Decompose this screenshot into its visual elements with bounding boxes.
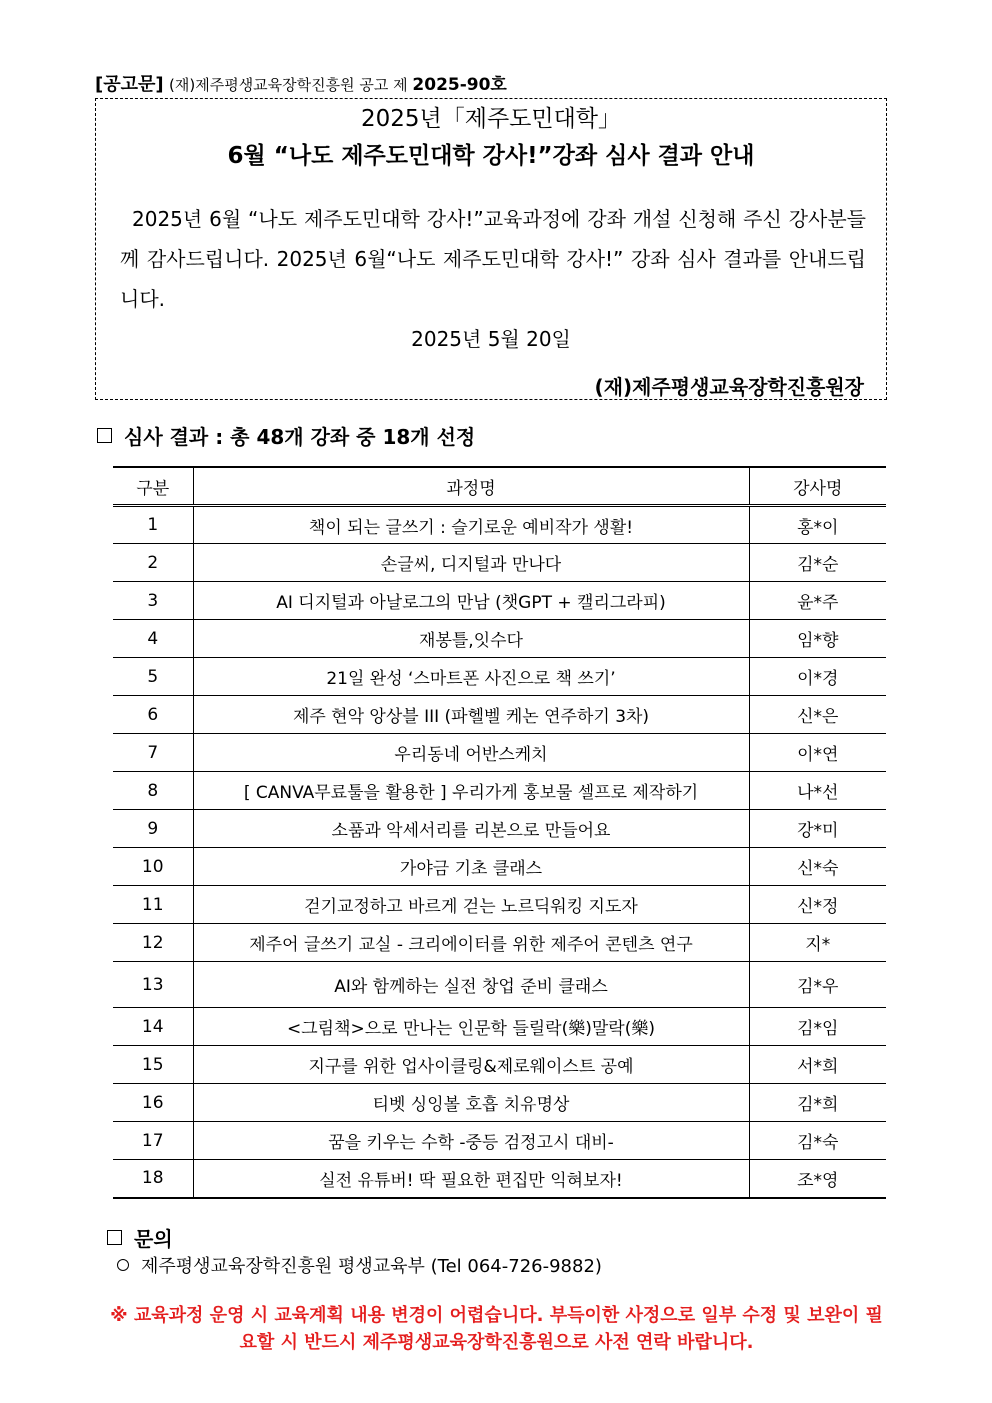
row-number: 15 <box>113 1046 193 1084</box>
notice-number: 2025-90호 <box>412 75 507 95</box>
table-row <box>113 1122 886 1160</box>
table-row <box>113 506 886 544</box>
instructor-name: 김*순 <box>749 544 886 582</box>
table-row <box>113 696 886 734</box>
announcement-signer: (재)제주평생교육장학진흥원장 <box>594 375 864 399</box>
announcement-box <box>95 98 887 400</box>
inquiry-heading <box>107 1223 173 1252</box>
result-table <box>113 466 886 1199</box>
notice-org: (재)제주평생교육장학진흥원 공고 제 <box>169 76 413 94</box>
course-name: AI와 함께하는 실전 창업 준비 클래스 <box>193 962 749 1008</box>
instructor-name: 신*숙 <box>749 848 886 886</box>
course-name: AI 디지털과 아날로그의 만남 (챗GPT + 캘리그라피) <box>193 582 749 620</box>
course-name: 손글씨, 디지털과 만나다 <box>193 544 749 582</box>
instructor-name: 신*은 <box>749 696 886 734</box>
table-row <box>113 886 886 924</box>
table-row <box>113 544 886 582</box>
inquiry-contact: 제주평생교육장학진흥원 평생교육부 (Tel 064-726-9882) <box>141 1256 602 1277</box>
table-row <box>113 734 886 772</box>
instructor-name: 나*선 <box>749 772 886 810</box>
row-number: 6 <box>113 696 193 734</box>
course-name: 가야금 기초 클래스 <box>193 848 749 886</box>
table-row <box>113 658 886 696</box>
table-row <box>113 962 886 1008</box>
table-row <box>113 848 886 886</box>
row-number: 3 <box>113 582 193 620</box>
course-name: 지구를 위한 업사이클링&제로웨이스트 공예 <box>193 1046 749 1084</box>
row-number: 4 <box>113 620 193 658</box>
notice-tag: [공고문] <box>95 74 164 95</box>
row-number: 7 <box>113 734 193 772</box>
header-course-name: 과정명 <box>193 467 749 506</box>
row-number: 2 <box>113 544 193 582</box>
announcement-date: 2025년 5월 20일 <box>411 327 571 351</box>
announcement-body: 2025년 6월 “나도 제주도민대학 강사!”교육과정에 강좌 개설 신청해 주신 강사분들께 감사드립니다. 2025년 6월“나도 제주도민대학 강사!” 강좌 심사 결과를 안내드립니다. <box>120 207 866 311</box>
course-name: 소품과 악세서리를 리본으로 만들어요 <box>193 810 749 848</box>
course-name: 우리동네 어반스케치 <box>193 734 749 772</box>
row-number: 16 <box>113 1084 193 1122</box>
course-name: 걷기교정하고 바르게 걷는 노르딕워킹 지도자 <box>193 886 749 924</box>
instructor-name: 서*희 <box>749 1046 886 1084</box>
course-name: 제주 현악 앙상블 III (파헬벨 케논 연주하기 3차) <box>193 696 749 734</box>
row-number: 1 <box>113 506 193 544</box>
instructor-name: 이*연 <box>749 734 886 772</box>
result-heading-text: 심사 결과 : 총 48개 강좌 중 18개 선정 <box>124 425 476 449</box>
square-bullet-icon <box>97 428 112 443</box>
row-number: 18 <box>113 1160 193 1198</box>
course-name: 21일 완성 ‘스마트폰 사진으로 책 쓰기’ <box>193 658 749 696</box>
table-row <box>113 1084 886 1122</box>
course-name: 티벳 싱잉볼 호흡 치유명상 <box>193 1084 749 1122</box>
warning-note: ※ 교육과정 운영 시 교육계획 내용 변경이 어렵습니다. 부득이한 사정으로 일부 수정 및 보완이 필요할 시 반드시 제주평생교육장학진흥원으로 사전 연락 바랍니다. <box>110 1305 883 1353</box>
row-number: 10 <box>113 848 193 886</box>
instructor-name: 김*임 <box>749 1008 886 1046</box>
notice-header <box>95 70 507 96</box>
instructor-name: 홍*이 <box>749 506 886 544</box>
course-name: 책이 되는 글쓰기 : 슬기로운 예비작가 생활! <box>193 506 749 544</box>
row-number: 5 <box>113 658 193 696</box>
row-number: 17 <box>113 1122 193 1160</box>
instructor-name: 김*우 <box>749 962 886 1008</box>
course-name: 실전 유튜버! 딱 필요한 편집만 익혀보자! <box>193 1160 749 1198</box>
instructor-name: 임*향 <box>749 620 886 658</box>
table-row <box>113 1160 886 1198</box>
course-name: 제주어 글쓰기 교실 - 크리에이터를 위한 제주어 콘텐츠 연구 <box>193 924 749 962</box>
row-number: 9 <box>113 810 193 848</box>
header-category: 구분 <box>113 467 193 506</box>
table-row <box>113 620 886 658</box>
result-section-heading <box>97 421 475 450</box>
row-number: 13 <box>113 962 193 1008</box>
instructor-name: 조*영 <box>749 1160 886 1198</box>
table-row <box>113 1046 886 1084</box>
instructor-name: 김*숙 <box>749 1122 886 1160</box>
announcement-title-line1: 2025년「제주도민대학」 <box>360 106 622 132</box>
course-name: <그림책>으로 만나는 인문학 들릴락(樂)말락(樂) <box>193 1008 749 1046</box>
header-instructor: 강사명 <box>749 467 886 506</box>
instructor-name: 신*정 <box>749 886 886 924</box>
course-name: 재봉틀,잇수다 <box>193 620 749 658</box>
course-name: [ CANVA무료툴을 활용한 ] 우리가게 홍보물 셀프로 제작하기 <box>193 772 749 810</box>
row-number: 14 <box>113 1008 193 1046</box>
row-number: 12 <box>113 924 193 962</box>
announcement-title-line2: 6월 “나도 제주도민대학 강사!”강좌 심사 결과 안내 <box>227 143 755 169</box>
instructor-name: 강*미 <box>749 810 886 848</box>
course-name: 꿈을 키우는 수학 -중등 검정고시 대비- <box>193 1122 749 1160</box>
table-row <box>113 772 886 810</box>
instructor-name: 윤*주 <box>749 582 886 620</box>
circle-bullet-icon <box>117 1259 129 1271</box>
table-row <box>113 810 886 848</box>
inquiry-heading-text: 문의 <box>134 1227 173 1251</box>
inquiry-contact-line <box>117 1252 602 1278</box>
row-number: 11 <box>113 886 193 924</box>
instructor-name: 지* <box>749 924 886 962</box>
instructor-name: 김*희 <box>749 1084 886 1122</box>
table-row <box>113 1008 886 1046</box>
table-row <box>113 924 886 962</box>
table-row <box>113 582 886 620</box>
square-bullet-icon <box>107 1230 122 1245</box>
row-number: 8 <box>113 772 193 810</box>
table-header-row <box>113 467 886 506</box>
instructor-name: 이*경 <box>749 658 886 696</box>
